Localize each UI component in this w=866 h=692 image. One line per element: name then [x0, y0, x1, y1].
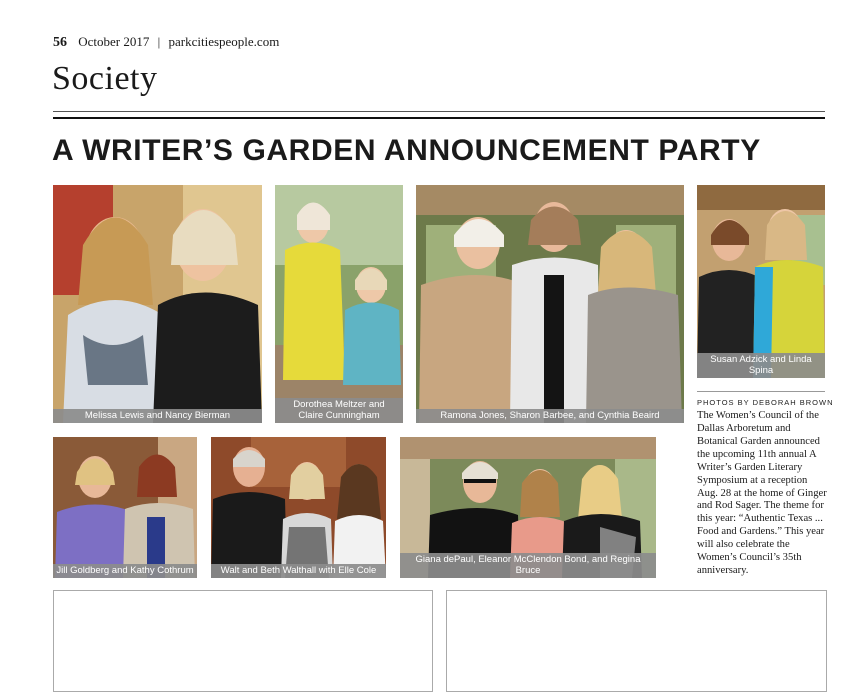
credit-rule — [697, 391, 825, 392]
page-number: 56 — [53, 35, 67, 50]
photo-susan-linda — [697, 185, 825, 378]
photo-giana-eleanor-regina — [400, 437, 656, 578]
photo-caption: Susan Adzick and Linda Spina — [697, 353, 825, 378]
photo-caption: Ramona Jones, Sharon Barbee, and Cynthia Beaird — [416, 409, 684, 423]
photo-caption: Jill Goldberg and Kathy Cothrum — [53, 564, 197, 578]
photo-dorothea-claire — [275, 185, 403, 423]
section-rule-heavy — [53, 117, 825, 119]
photo-jill-kathy — [53, 437, 197, 578]
photo-melissa-nancy — [53, 185, 262, 423]
issue-date: October 2017 — [78, 34, 150, 49]
photo-caption-line1: Dorothea Meltzer and — [293, 399, 385, 411]
photo-ramona-sharon-cynthia — [416, 185, 684, 423]
folio — [53, 34, 279, 51]
photo-caption: Melissa Lewis and Nancy Bierman — [53, 409, 262, 423]
section-rule — [53, 111, 825, 112]
photo-caption: Giana dePaul, Eleanor McClendon Bond, and Regina Bruce — [400, 553, 656, 578]
ad-box-right — [446, 590, 827, 692]
photo-caption-line2: Claire Cunningham — [298, 409, 380, 421]
folio-separator: | — [157, 34, 161, 49]
story-text: The Women’s Council of the Dallas Arboretum and Botanical Garden announced the upcoming 11th annual A Writer’s Garden Literary Symposium at a reception Aug. 28 at the home of Ginger and Rod Sager. The theme for this year: “Authentic Texas ... Food and Gardens.” This year will also celebrate the Women’s Council’s 35th anniversary. — [697, 410, 827, 577]
ad-box-left — [53, 590, 433, 692]
site-url: parkcitiespeople.com — [168, 34, 280, 49]
section-title: Society — [52, 60, 158, 97]
photo-walt-beth-elle — [211, 437, 386, 578]
photo-caption — [275, 398, 403, 423]
photo-credit: PHOTOS BY DEBORAH BROWN — [697, 398, 834, 407]
headline: A WRITER’S GARDEN ANNOUNCEMENT PARTY — [52, 134, 761, 167]
photo-caption: Walt and Beth Walthall with Elle Cole — [211, 564, 386, 578]
